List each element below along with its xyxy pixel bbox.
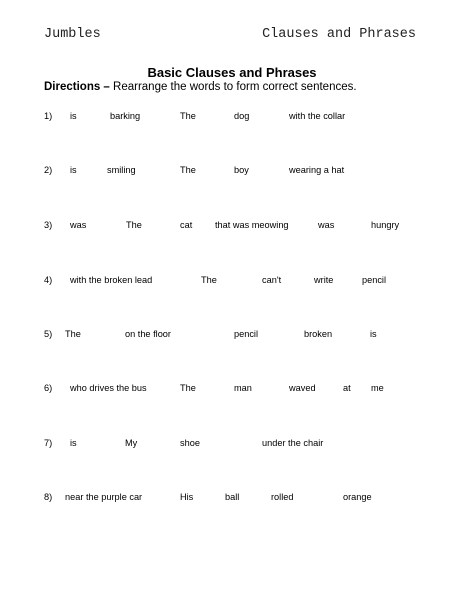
word: is bbox=[370, 329, 377, 339]
word: shoe bbox=[180, 438, 200, 448]
directions-label: Directions – bbox=[44, 81, 110, 93]
word: ball bbox=[225, 492, 240, 502]
item-number: 2) bbox=[44, 165, 53, 175]
word: wearing a hat bbox=[289, 165, 345, 175]
word: orange bbox=[343, 492, 372, 502]
word: that was meowing bbox=[215, 220, 289, 230]
word: under the chair bbox=[262, 438, 324, 448]
exercise-item-4 bbox=[0, 275, 464, 291]
directions bbox=[44, 81, 357, 93]
item-number: 7) bbox=[44, 438, 53, 448]
word: cat bbox=[180, 220, 193, 230]
word: pencil bbox=[234, 329, 259, 339]
exercise-item-1 bbox=[0, 111, 464, 127]
word: hungry bbox=[371, 220, 400, 230]
page-header bbox=[44, 27, 416, 42]
word: is bbox=[70, 438, 77, 448]
item-number: 4) bbox=[44, 275, 53, 285]
word: was bbox=[70, 220, 87, 230]
exercise-item-8 bbox=[0, 492, 464, 508]
word: me bbox=[371, 383, 384, 393]
word: pencil bbox=[362, 275, 387, 285]
exercise-item-3 bbox=[0, 220, 464, 236]
word: with the broken lead bbox=[70, 275, 153, 285]
word: boy bbox=[234, 165, 249, 175]
word: who drives the bus bbox=[70, 383, 147, 393]
directions-text: Rearrange the words to form correct sentences. bbox=[109, 81, 357, 93]
header-right: Clauses and Phrases bbox=[262, 27, 416, 42]
word: barking bbox=[110, 111, 141, 121]
word: The bbox=[65, 329, 81, 339]
word: can't bbox=[262, 275, 282, 285]
exercise-item-5 bbox=[0, 329, 464, 345]
word: with the collar bbox=[289, 111, 346, 121]
word: The bbox=[201, 275, 217, 285]
word: His bbox=[180, 492, 194, 502]
word: broken bbox=[304, 329, 333, 339]
word: The bbox=[126, 220, 142, 230]
item-number: 5) bbox=[44, 329, 53, 339]
word: dog bbox=[234, 111, 250, 121]
word: The bbox=[180, 111, 196, 121]
page-title: Basic Clauses and Phrases bbox=[147, 65, 317, 80]
header-left: Jumbles bbox=[44, 27, 101, 42]
word: rolled bbox=[271, 492, 294, 502]
word: The bbox=[180, 383, 196, 393]
exercise-item-6 bbox=[0, 383, 464, 399]
item-number: 8) bbox=[44, 492, 53, 502]
word: The bbox=[180, 165, 196, 175]
word: write bbox=[314, 275, 334, 285]
word: smiling bbox=[107, 165, 136, 175]
item-number: 6) bbox=[44, 383, 53, 393]
word: at bbox=[343, 383, 351, 393]
word: on the floor bbox=[125, 329, 171, 339]
word: was bbox=[318, 220, 335, 230]
word: waved bbox=[289, 383, 316, 393]
word: My bbox=[125, 438, 138, 448]
item-number: 1) bbox=[44, 111, 53, 121]
exercise-item-7 bbox=[0, 438, 464, 454]
word: near the purple car bbox=[65, 492, 143, 502]
word: is bbox=[70, 165, 77, 175]
word: man bbox=[234, 383, 252, 393]
word: is bbox=[70, 111, 77, 121]
item-number: 3) bbox=[44, 220, 53, 230]
exercise-item-2 bbox=[0, 165, 464, 181]
